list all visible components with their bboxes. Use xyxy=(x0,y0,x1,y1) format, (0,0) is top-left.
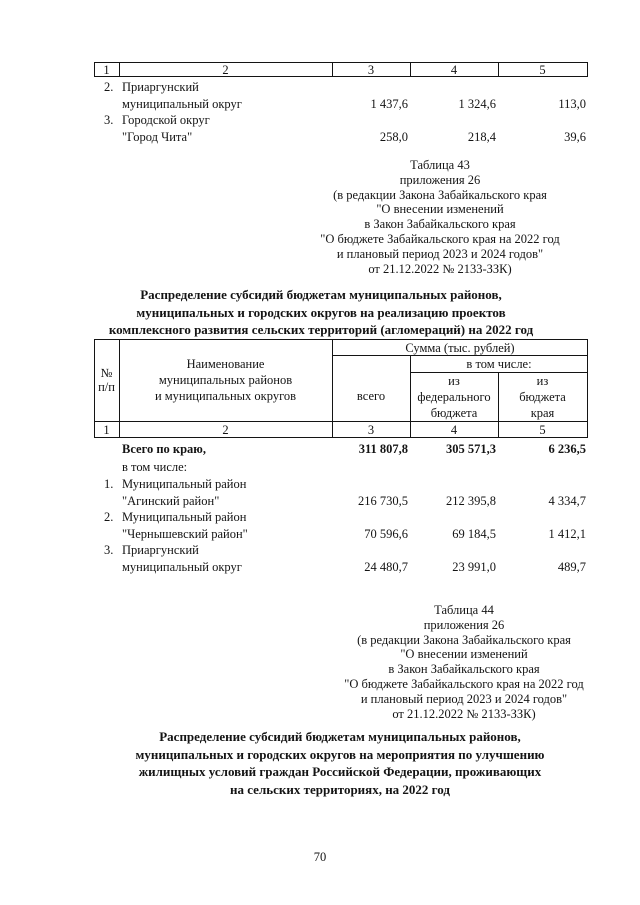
row-federal: 218,4 xyxy=(467,130,496,144)
header-sum: Сумма (тыс. рублей) xyxy=(405,341,515,355)
header-total: всего xyxy=(356,389,386,403)
header-including: в том числе: xyxy=(466,357,532,371)
title-line: комплексного развития сельских территорий (агломераций) на 2022 год xyxy=(108,322,534,337)
title-line: муниципальных и городских округов на мероприятия по улучшению xyxy=(135,746,545,762)
table44-caption xyxy=(324,603,604,721)
table-border xyxy=(587,62,588,77)
caption-line: приложения 26 xyxy=(399,172,481,187)
row-regional: 113,0 xyxy=(558,97,586,111)
title-line: Распределение субсидий бюджетам муниципальных районов, xyxy=(159,729,521,744)
row-number: 3. xyxy=(104,113,114,127)
table43-caption xyxy=(300,158,580,276)
caption-line: приложения 26 xyxy=(423,617,505,632)
row-number: 3. xyxy=(104,543,114,557)
title-line: Распределение субсидий бюджетам муниципальных районов, xyxy=(140,287,502,302)
row-total: 1 437,6 xyxy=(370,97,408,111)
header-number: 5 xyxy=(539,423,546,437)
including-label: в том числе: xyxy=(122,460,188,474)
caption-line: от 21.12.2022 № 2133-ЗЗК) xyxy=(392,706,536,721)
header-regional: края xyxy=(530,406,555,420)
total-label: Всего по краю, xyxy=(122,442,206,456)
total-federal: 305 571,3 xyxy=(446,442,496,456)
row-number: 2. xyxy=(104,80,114,94)
caption-line: и плановый период 2023 и 2024 годов" xyxy=(360,691,568,706)
header-number: 1 xyxy=(103,423,110,437)
row-name: "Город Чита" xyxy=(122,130,193,144)
title-line: жилищных условий граждан Российской Федерации, проживающих xyxy=(138,764,542,779)
row-name: муниципальный округ xyxy=(122,97,242,111)
row-name: Городской округ xyxy=(122,113,210,127)
row-name: "Чернышевский район" xyxy=(122,527,248,541)
header-number: 3 xyxy=(367,423,375,437)
caption-line: "О бюджете Забайкальского края на 2022 год xyxy=(320,231,560,246)
title-line: на сельских территориях, на 2022 год xyxy=(230,781,450,797)
header-number: 5 xyxy=(539,63,546,77)
header-num: № xyxy=(100,366,113,380)
table43-title xyxy=(60,286,582,339)
row-total: 258,0 xyxy=(379,130,408,144)
row-federal: 69 184,5 xyxy=(452,527,496,541)
row-total: 70 596,6 xyxy=(364,527,408,541)
row-name: Приаргунский xyxy=(122,80,199,94)
title-line: муниципальных и городских округов на реализацию проектов xyxy=(136,304,506,320)
caption-line: (в редакции Закона Забайкальского края xyxy=(357,632,571,647)
header-federal: федерального xyxy=(417,390,491,404)
caption-line: "О внесении изменений xyxy=(376,202,504,217)
header-num: п/п xyxy=(98,380,115,394)
row-number: 1. xyxy=(104,477,114,491)
header-number: 4 xyxy=(450,63,458,77)
row-name: муниципальный округ xyxy=(122,560,242,574)
row-name: Муниципальный район xyxy=(122,477,247,491)
header-number: 1 xyxy=(103,63,110,77)
total-regional: 6 236,5 xyxy=(548,442,586,456)
header-number: 2 xyxy=(222,63,229,77)
caption-line: в Закон Забайкальского края xyxy=(364,217,516,232)
row-federal: 1 324,6 xyxy=(458,97,496,111)
table-border xyxy=(94,421,588,422)
row-total: 24 480,7 xyxy=(364,560,408,574)
header-name: Наименование xyxy=(186,357,265,371)
caption-line: "О внесении изменений xyxy=(400,647,528,662)
header-regional: из xyxy=(536,374,549,388)
caption-line: Таблица 44 xyxy=(434,603,494,617)
header-regional: бюджета xyxy=(519,390,566,404)
row-total: 216 730,5 xyxy=(358,494,408,508)
row-name: "Агинский район" xyxy=(122,494,220,508)
total-sum: 311 807,8 xyxy=(358,442,408,456)
caption-line: и плановый период 2023 и 2024 годов" xyxy=(336,246,544,261)
header-name: муниципальных районов xyxy=(158,373,293,387)
table-border xyxy=(332,355,588,356)
header-number: 2 xyxy=(222,423,229,437)
caption-line: (в редакции Закона Забайкальского края xyxy=(333,187,547,202)
row-name: Приаргунский xyxy=(122,543,199,557)
header-federal: бюджета xyxy=(430,406,478,420)
page-number: 70 xyxy=(313,850,327,864)
row-regional: 489,7 xyxy=(557,560,586,574)
header-number: 4 xyxy=(450,423,458,437)
header-number: 3 xyxy=(367,63,375,77)
table-border xyxy=(94,437,588,438)
row-regional: 1 412,1 xyxy=(548,527,586,541)
row-number: 2. xyxy=(104,510,114,524)
row-regional: 39,6 xyxy=(564,130,586,144)
header-federal: из xyxy=(448,374,460,388)
row-federal: 212 395,8 xyxy=(446,494,496,508)
row-federal: 23 991,0 xyxy=(452,560,496,574)
table-border xyxy=(94,339,588,340)
header-name: и муниципальных округов xyxy=(154,389,297,403)
table-border xyxy=(410,372,588,373)
caption-line: в Закон Забайкальского края xyxy=(388,662,540,677)
row-regional: 4 334,7 xyxy=(548,494,586,508)
row-name: Муниципальный район xyxy=(122,510,247,524)
caption-line: "О бюджете Забайкальского края на 2022 год xyxy=(344,676,584,691)
caption-line: от 21.12.2022 № 2133-ЗЗК) xyxy=(368,261,512,276)
caption-line: Таблица 43 xyxy=(410,158,470,172)
table44-title xyxy=(60,728,620,798)
